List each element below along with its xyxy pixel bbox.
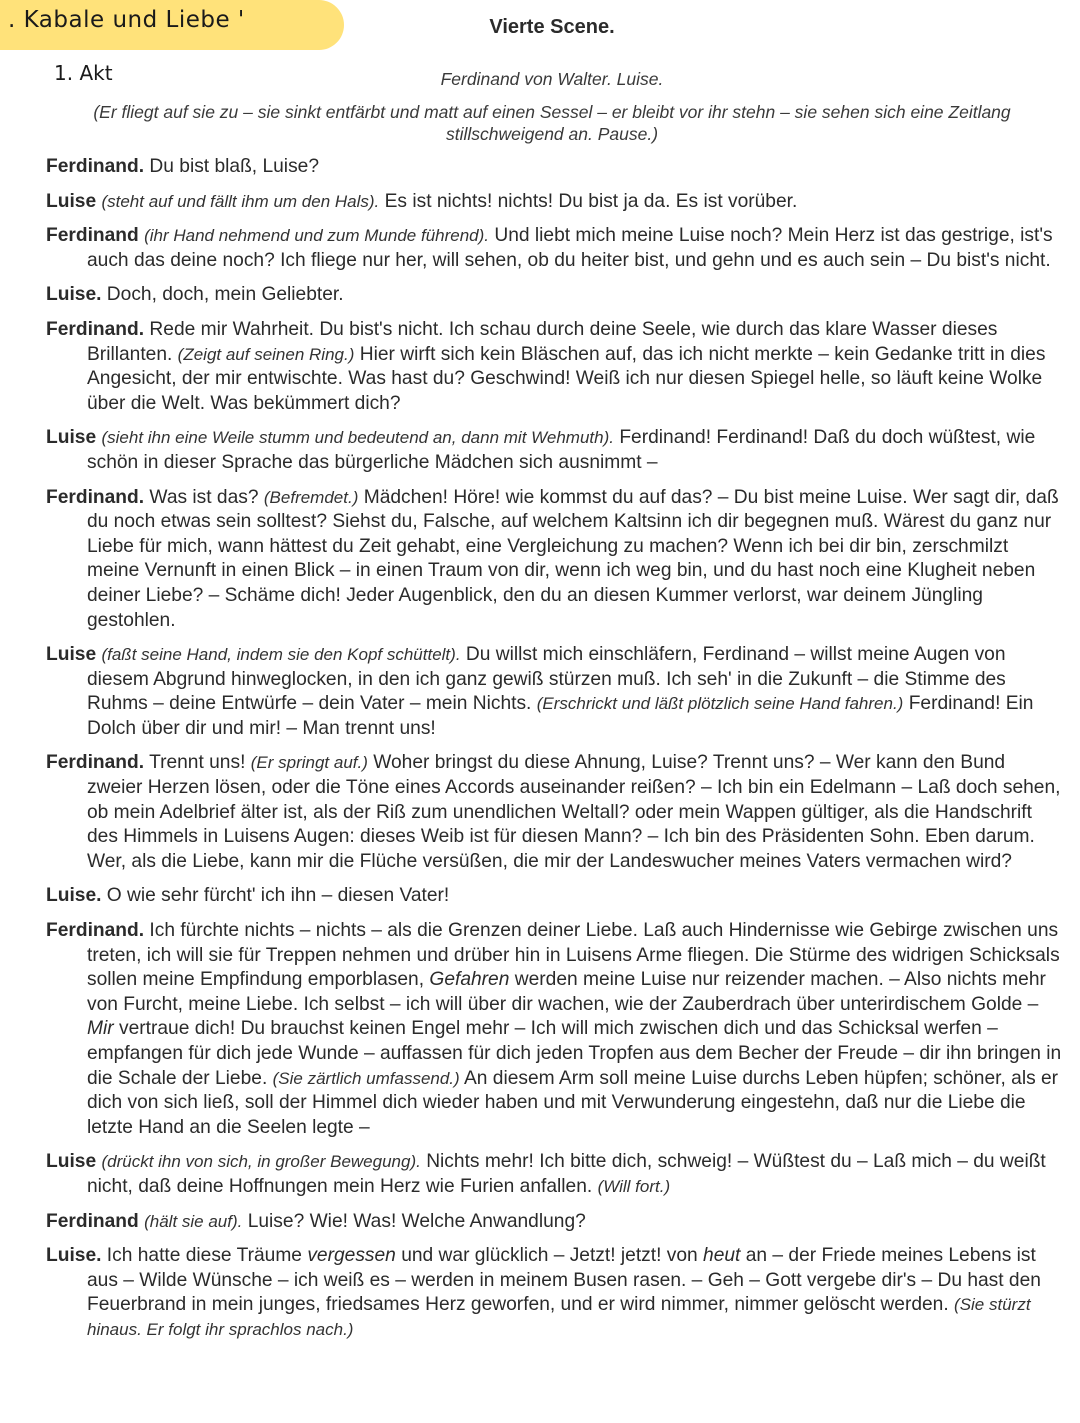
speech-text: Nichts mehr! Ich bitte dich, schweig! – Wüßtest du – Laß mich – du weißt nicht, daß deine Hoffnungen mein Herz wie Furien anfallen.: [87, 1151, 1046, 1197]
speaker-name: Luise: [46, 1151, 97, 1173]
speech: [46, 155, 1062, 180]
stage-direction: (Sie zärtlich umfassend.): [272, 1068, 460, 1088]
speech-text: Es ist nichts! nichts! Du bist ja da. Es ist vorüber.: [384, 190, 798, 212]
speech-text: An diesem Arm soll meine Luise durchs Leben hüpfen; schöner, als er dich von sich ließ, soll der Himmel dich wieder haben und mit Verwunderung eingestehn, daß nur die Liebe die letzte Hand an die Seelen legte –: [87, 1067, 1059, 1138]
speech: [46, 1150, 1062, 1199]
speech-text: Mädchen! Höre! wie kommst du auf das? – Du bist meine Luise. Wer sagt dir, daß du noch etwas sein solltest? Siehst du, Falsche, auf welchem Kaltsinn ich dir begegnen muß. Wärest du ganz nur Liebe für mich, wann hättest du Zeit gehabt, eine Vergleichung zu machen? Wenn ich bei dir bin, zerschmilzt meine Vernunft in einen Blick – in einen Traum von dir, wenn ich weg bin, und du hast noch eine Klugheit neben deiner Liebe? – Schäme dich! Jeder Augenblick, den du an diesen Kummer verlorst, war deinem Jüngling gestohlen.: [87, 486, 1059, 631]
stage-direction: (Erschrickt und läßt plötzlich seine Hand fahren.): [536, 694, 904, 714]
speaker-name: Ferdinand: [46, 225, 139, 247]
speech-text: Ferdinand! Ferdinand! Daß du doch wüßtest, wie schön in dieser Sprache das bürgerliche Mädchen sich ausnimmt –: [87, 427, 1036, 473]
speech: [46, 426, 1062, 475]
handwritten-title: . Kabale und Liebe ': [8, 7, 245, 33]
scene-title: Vierte Scene.: [489, 16, 615, 38]
stage-direction: (hält sie auf).: [144, 1211, 243, 1231]
speech-text: Du bist blaß, Luise?: [149, 156, 319, 177]
speech-text: an – der Friede meines Lebens ist aus – Wilde Wünsche – ich weiß es – werden in meinem Busen rasen. – Geh – Gott vergebe dir's – Du hast den Feuerbrand in mein junges, friedsames Herz geworfen, und er wird nimmer, nimmer gelöscht werden.: [87, 1245, 1041, 1316]
stage-direction: (Er springt auf.): [250, 753, 368, 773]
speech: [46, 224, 1062, 273]
speaker-name: Luise.: [46, 1245, 102, 1267]
dialogue: [46, 155, 1062, 1353]
speech: [46, 919, 1062, 1140]
emphasized-word: heut: [703, 1245, 741, 1267]
speech-text: Ich hatte diese Träume: [106, 1245, 302, 1267]
speaker-name: Ferdinand.: [46, 752, 145, 774]
scene-persons: Ferdinand von Walter. Luise.: [440, 69, 664, 89]
stage-direction: (Will fort.): [597, 1176, 671, 1196]
speech-text: Woher bringst du diese Ahnung, Luise? Trennt uns? – Wer kann den Bund zweier Herzen lösen, oder die Töne eines Accords auseinander reißen? – Ich bin ein Edelmann – Laß doch sehen, ob mein Adelbrief älter ist, als der Riß zum unendlichen Weltall? oder mein Wappen gültiger, als die Handschrift des Himmels in Luisens Augen: dieses Weib ist für diesen Mann? – Ich bin des Präsidenten Sohn. Eben darum. Wer, als die Liebe, kann mir die Flüche versüßen, die mir der Landeswucher meines Vaters vermachen wird?: [87, 752, 1061, 872]
speech-text: Hier wirft sich kein Bläschen auf, das ich nicht merkte – kein Gedanke tritt in dies Angesicht, der mir entwischte. Was hast du? Geschwind! Weiß ich nur diesen Spiegel helle, so läuft keine Wolke über die Welt. Was bekümmert dich?: [87, 343, 1046, 414]
speech: [46, 190, 1062, 215]
speaker-name: Ferdinand.: [46, 486, 145, 508]
stage-direction: (faßt seine Hand, indem sie den Kopf schüttelt).: [101, 645, 461, 665]
speaker-name: Luise: [46, 427, 97, 449]
speaker-name: Luise: [46, 644, 97, 666]
speech: [46, 486, 1062, 634]
emphasized-word: vergessen: [307, 1245, 396, 1267]
speech-text: Rede mir Wahrheit. Du bist's nicht. Ich schau durch deine Seele, wie durch das klare Wasser dieses Brillanten.: [87, 318, 998, 365]
speech: [46, 643, 1062, 741]
speech: [46, 884, 1062, 909]
speech-text: Du willst mich einschläfern, Ferdinand – willst meine Augen von diesem Abgrund hinweglocken, in den ich ganz gewiß stürzen muß. Ich seh' in die Zukunft – die Stimme des Ruhms – deine Entwürfe – dein Vater – mein Nichts.: [87, 644, 1006, 715]
speech: [46, 1210, 1062, 1235]
stage-direction: (Zeigt auf seinen Ring.): [177, 344, 355, 364]
speaker-name: Luise: [46, 190, 97, 212]
opening-stage-direction: (Er fliegt auf sie zu – sie sinkt entfärbt und matt auf einen Sessel – er bleibt vor ihr stehn – sie sehen sich eine Zeitlang stillschweigend an. Pause.): [93, 102, 1011, 144]
stage-direction: (drückt ihn von sich, in großer Bewegung).: [101, 1152, 421, 1172]
speech-text: werden meine Luise nur reizender machen. – Also nichts mehr von Furcht, meine Liebe. Ich selbst – ich will über dir wachen, wie der Zauberdrach über unterirdischem Golde –: [87, 969, 1046, 1015]
speech-text: und war glücklich – Jetzt! jetzt! von: [401, 1245, 698, 1267]
speech: [46, 751, 1062, 874]
stage-direction: (sieht ihn eine Weile stumm und bedeutend an, dann mit Wehmuth).: [101, 428, 614, 448]
speaker-name: Ferdinand.: [46, 156, 145, 177]
speech-text: Und liebt mich meine Luise noch? Mein Herz ist das gestrige, ist's auch das deine noch? Ich fliege nur her, will sehen, ob du heiter bist, und gehn und es auch sein – Du bist's nicht.: [87, 225, 1053, 271]
stage-direction: (Sie stürzt hinaus. Er folgt ihr sprachlos nach.): [87, 1295, 1031, 1339]
stage-direction: (ihr Hand nehmend und zum Munde führend).: [144, 226, 490, 246]
speech-text: O wie sehr fürcht' ich ihn – diesen Vater!: [106, 885, 450, 907]
speaker-name: Luise.: [46, 284, 102, 306]
speaker-name: Luise.: [46, 885, 102, 907]
speaker-name: Ferdinand.: [46, 920, 145, 942]
speaker-name: Ferdinand: [46, 1210, 139, 1232]
speech-text: Doch, doch, mein Geliebter.: [106, 284, 344, 306]
speech: [46, 283, 1062, 308]
speech-text: Ich fürchte nichts – nichts – als die Grenzen deiner Liebe. Laß auch Hindernisse wie Gebirge zwischen uns treten, ich will sie für Treppen nehmen und drüber hin in Luisens Arme fliegen. Die Stürme des widrigen Schicksals sollen meine Empfindung emporblasen,: [87, 920, 1060, 991]
stage-direction: (steht auf und fällt ihm um den Hals).: [101, 191, 380, 211]
emphasized-word: Mir: [87, 1018, 114, 1040]
speech-text: Luise? Wie! Was! Welche Anwandlung?: [247, 1210, 586, 1232]
emphasized-word: Gefahren: [429, 969, 510, 991]
speech-text: Was ist das?: [149, 486, 259, 508]
speech-text: Trennt uns!: [149, 752, 246, 774]
speech: [46, 1244, 1062, 1342]
speaker-name: Ferdinand.: [46, 318, 145, 340]
handwritten-act-label: 1. Akt: [54, 61, 113, 85]
stage-direction: (Befremdet.): [263, 487, 359, 507]
speech: [46, 318, 1062, 416]
speech-text: Ferdinand! Ein Dolch über dir und mir! – Man trennt uns!: [87, 693, 1034, 739]
speech-text: vertraue dich! Du brauchst keinen Engel mehr – Ich will mich zwischen dich und das Schicksal werfen – empfangen für dich jede Wunde – auffassen für dich jeden Tropfen aus dem Becher der Freude – dir ihn bringen in die Schale der Liebe.: [87, 1018, 1062, 1089]
